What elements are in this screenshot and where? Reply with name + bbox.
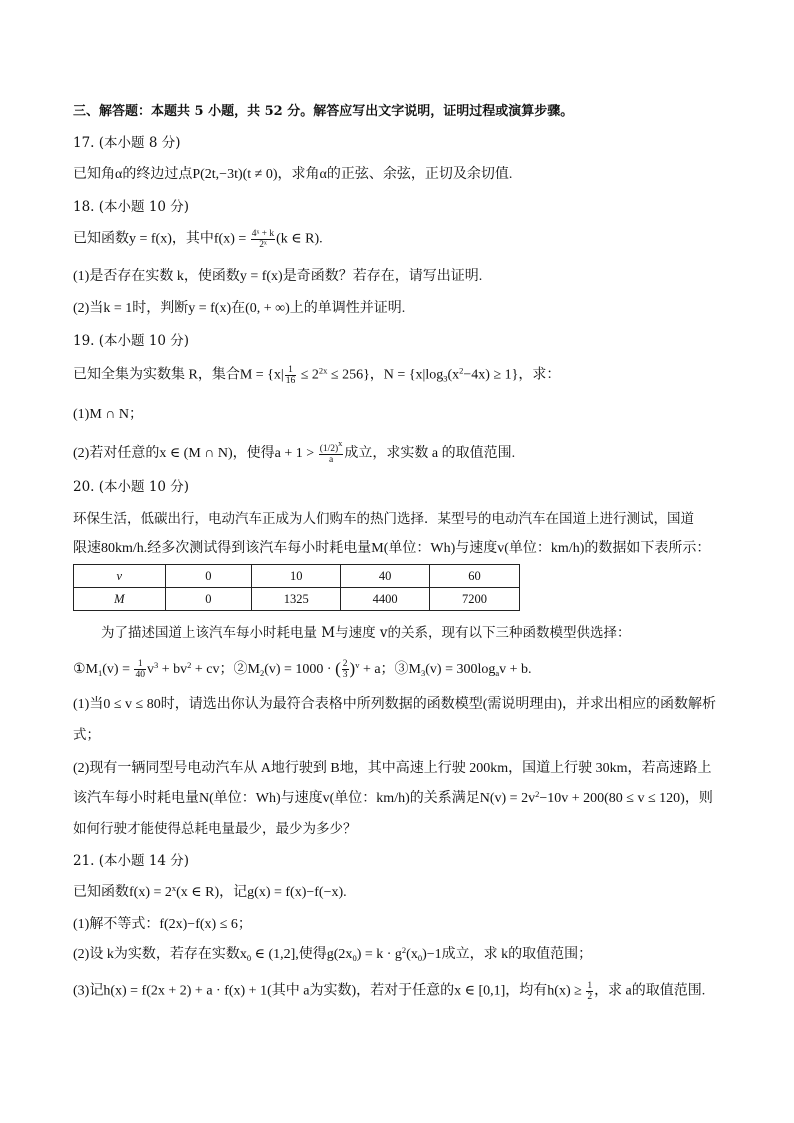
q17-header: 17. (本小题 8 分) xyxy=(73,135,181,151)
q20-line1: 环保生活，低碳出行，电动汽车正成为人们购车的热门选择．某型号的电动汽车在国道上进行测试，国道 xyxy=(73,511,694,527)
q20-part2-line2: 该汽车每小时耗电量N(单位：Wh)与速度v(单位：km/h)的关系满足$N(v) = 2v^2-10v + 200(80 \le v \le 120)$，则 xyxy=(73,789,713,806)
table-cell: 4400 xyxy=(341,588,430,611)
q17-text: 已知角α的终边过点P(2t,−3t)(t ≠ 0)，求角α的正弦、余弦，正切及余切值. xyxy=(73,167,513,182)
q20-part2-line3: 如何行驶才能使得总耗电量最少，最少为多少？ xyxy=(73,821,357,837)
table-cell: 10 xyxy=(252,565,341,588)
q21-part3: (3)记h(x) = f(2x + 2) + a · f(x) + 1(其中 a为实数)，若对于任意的x ∈ [0,1]，均有h(x) ≥ $\frac{1}{2}$ ，求 a的取值范围. xyxy=(73,981,706,1002)
q21-header: 21. (本小题 14 分) xyxy=(73,853,190,869)
table-cell: 7200 xyxy=(430,588,520,611)
q19-part2-fraction: $\frac{(1/2)^x}{a}$ xyxy=(319,438,343,465)
q18-part2: (2)当k = 1时，判断y = f(x)在(0, + ∞)上的单调性并证明. xyxy=(73,301,406,316)
q19-fraction: $\frac{1}{16}$ xyxy=(285,365,296,386)
q19-part2: (2)若对任意的x ∈ (M ∩ N)，使得a + 1 > $\frac{(1/2)^x}{a}$ 成立，求实数 a 的取值范围. xyxy=(73,438,516,465)
q21-part2: (2)设 k为实数，若存在实数$x_0$ ∈ (1,2],使得$g(2x_0) = k \cdot g^2(x_0)-1$成立，求 k的取值范围； xyxy=(73,945,593,963)
q18-fraction: $\frac{\text{4ˣ + k}}{\text{2ˣ}}$ xyxy=(251,229,275,250)
table-cell: 60 xyxy=(430,565,520,588)
q21-text: 已知函数$f(x) = 2^x(x$ ∈ R)，记g(x) = f(x)−f(−x). xyxy=(73,883,347,900)
q20-part1-line1: (1)当0 ≤ v ≤ 80时，请选出你认为最符合表格中所列数据的函数模型(需说明理由)，并求出相应的函数解析 xyxy=(73,697,717,712)
q19-part1: (1)M ∩ N； xyxy=(73,407,143,422)
table-cell: 40 xyxy=(341,565,430,588)
q18-text: 已知函数y = f(x)，其中f(x) = $\frac{\text{4ˣ + k}}{\text{2ˣ}}$ (k ∈ R). xyxy=(73,229,323,250)
table-row xyxy=(74,588,520,611)
table-cell: 0 xyxy=(165,565,252,588)
q20-part1-line2: 式； xyxy=(73,727,100,743)
table-cell: 0 xyxy=(165,588,252,611)
q20-header: 20. (本小题 10 分) xyxy=(73,479,190,495)
speed-energy-table xyxy=(73,564,520,611)
q21-part1: (1)解不等式：f(2x)−f(x) ≤ 6； xyxy=(73,917,252,932)
table-cell: M xyxy=(74,588,166,611)
q18-part1: (1)是否存在实数 k，使函数y = f(x)是奇函数？若存在，请写出证明. xyxy=(73,269,483,284)
q20-line2: 限速80km/h.经多次测试得到该汽车每小时耗电量M(单位：Wh)与速度v(单位：km/h)的数据如下表所示： xyxy=(73,541,711,556)
q18-header: 18. (本小题 10 分) xyxy=(73,199,190,215)
table-row xyxy=(74,565,520,588)
q20-part2-line1: (2)现有一辆同型号电动汽车从 A地行驶到 B地，其中高速上行驶 200km，国道上行驶 30km，若高速路上 xyxy=(73,761,712,776)
q20-line3: 为了描述国道上该汽车每小时耗电量 M与速度 v的关系，现有以下三种函数模型供选择： xyxy=(101,625,631,641)
q19-text: 已知全集为实数集 R，集合M = {x| $\frac{1}{16}$ ≤ $2^{2x} \le 256$}，$N = \{x|\log_3(x^2-4x) \ge 1\}$，求： xyxy=(73,365,561,386)
q19-header: 19. (本小题 10 分) xyxy=(73,333,190,349)
table-cell: v xyxy=(74,565,166,588)
table-cell: 1325 xyxy=(252,588,341,611)
q20-models: $①M_1(v)$ = $\frac{1}{40}$ $v^3 + bv^2$ + cv；$②M_2(v) = 1000$ · ( $\frac{2}{3}$ )$^v$ + a；$③M_3(v) = 300\log_av + b$. xyxy=(73,659,532,681)
section-title: 三、解答题：本题共 5 小题，共 52 分。解答应写出文字说明，证明过程或演算步骤。 xyxy=(73,104,574,119)
